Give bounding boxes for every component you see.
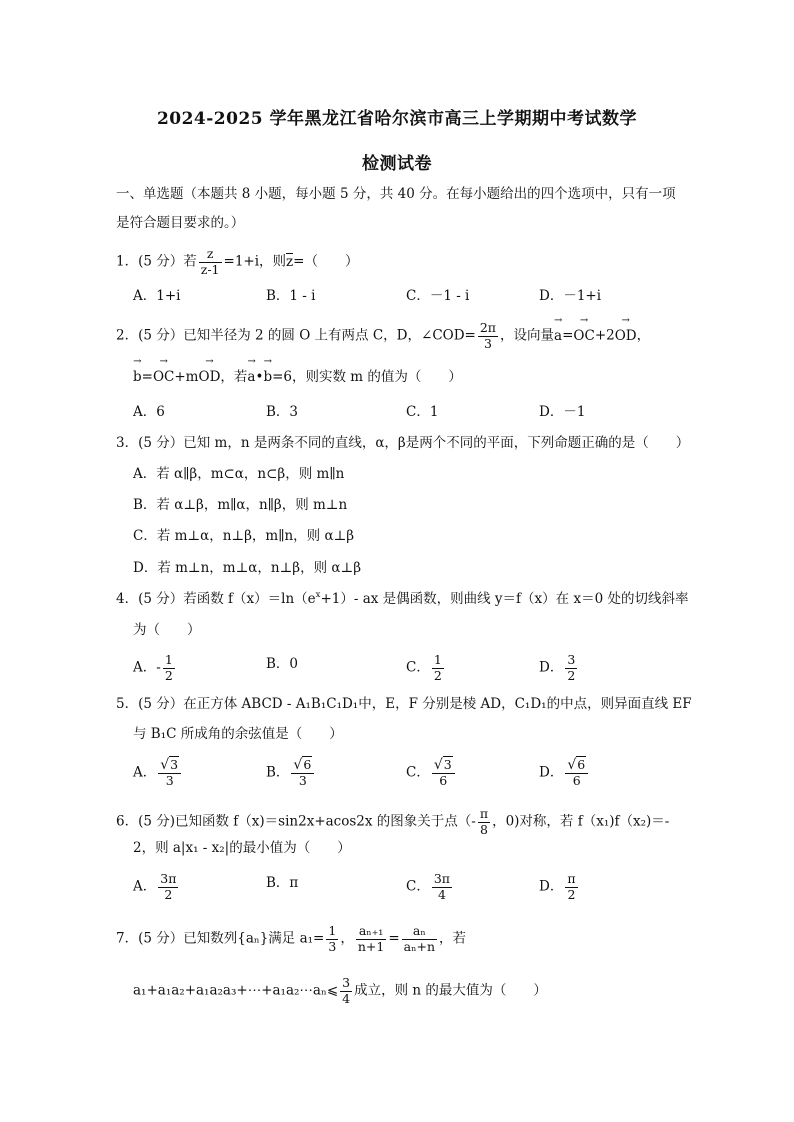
option-fraction xyxy=(565,873,577,901)
question-2-option-b: B．3 xyxy=(266,404,299,420)
sqrt-icon: √3 xyxy=(433,757,452,773)
vector-a: → a xyxy=(247,367,255,387)
question-1-suffix: =（ ） xyxy=(293,253,359,270)
radicand: 3 xyxy=(170,757,179,772)
question-6-option-b: B．π xyxy=(266,875,299,891)
option-label: A． xyxy=(133,764,157,781)
question-1-stem xyxy=(116,248,358,276)
question-7-text-e: a₁+a₁a₂+a₁a₂a₃+⋯+a₁a₂⋯aₙ⩽ xyxy=(133,982,339,999)
question-2-text-c: = xyxy=(562,327,574,344)
z-conjugate: z xyxy=(286,253,294,270)
question-5-option-c xyxy=(406,758,457,788)
section-header-line-2: 是符合题目要求的。） xyxy=(116,215,245,231)
option-label: D． xyxy=(539,659,564,676)
question-2-text-f: = xyxy=(141,369,153,385)
question-5-line-1: 5．(5 分）在正方体 ABCD - A₁B₁C₁D₁中，E，F 分别是棱 AD，C₁D₁的中点，则异面直线 EF xyxy=(116,696,692,712)
question-3-option-b: B．若 α⊥β，m∥α，n∥β，则 m⊥n xyxy=(133,497,348,513)
question-7-fraction-2 xyxy=(356,925,386,953)
fraction-denominator: 6 xyxy=(572,773,581,788)
question-4-line-1 xyxy=(116,589,688,609)
question-5-option-b xyxy=(266,758,316,788)
question-2-option-d: D．－1 xyxy=(539,404,586,420)
question-7-fraction-4 xyxy=(340,977,352,1005)
question-7-fraction-3 xyxy=(402,925,437,953)
question-4-text-b: +1）- ax 是偶函数，则曲线 y＝f（x）在 x＝0 处的切线斜率 xyxy=(320,591,689,607)
radicand: 3 xyxy=(443,757,452,772)
fraction-denominator: aₙ+n xyxy=(403,938,436,954)
option-label: C． xyxy=(406,764,430,781)
question-2-text-h: ，若 xyxy=(220,369,248,385)
exponent-x: x xyxy=(315,590,321,600)
question-4-text-a: 4．(5 分）若函数 f（x）＝ln（e xyxy=(116,591,316,607)
option-fraction xyxy=(432,654,444,682)
fraction-numerator: 3 xyxy=(342,975,351,990)
option-fraction xyxy=(158,873,178,901)
dot-operator: • xyxy=(255,369,264,385)
document-title-line-2: 检测试卷 xyxy=(362,154,432,174)
question-6-line-2: 2，则 a|x₁ - x₂|的最小值为（ ） xyxy=(133,840,351,856)
fraction-denominator: 2 xyxy=(433,667,442,683)
fraction-numerator: 1 xyxy=(164,652,173,667)
question-7-fraction-1 xyxy=(326,925,338,953)
question-7-line-2 xyxy=(133,977,547,1005)
fraction-denominator: n+1 xyxy=(357,938,385,954)
question-1-fraction xyxy=(199,248,222,276)
question-4-option-c xyxy=(406,654,446,682)
section-header-line-1: 一、单选题（本题共 8 小题，每小题 5 分，共 40 分。在每小题给出的四个选项中，只有一项 xyxy=(116,186,676,202)
question-1-option-c: C．－1 - i xyxy=(406,288,470,304)
question-1-mid: =1+i，则 xyxy=(223,253,287,270)
question-1-option-b: B．1 - i xyxy=(266,288,316,304)
question-6-line-1 xyxy=(116,808,669,836)
vector-b: → b xyxy=(133,367,142,387)
question-7-line-1 xyxy=(116,925,466,953)
question-2-text-b: ，设向量 xyxy=(500,327,555,344)
question-6-fraction xyxy=(478,808,490,836)
question-3-stem: 3．(5 分）已知 m，n 是两条不同的直线，α，β是两个不同的平面，下列命题正确的是（ ） xyxy=(116,435,690,451)
vector-od: → OD xyxy=(199,367,221,387)
vector-b: → b xyxy=(263,367,272,387)
fraction-numerator: z xyxy=(199,248,222,263)
fraction-numerator: aₙ xyxy=(402,925,437,940)
sqrt-icon: √6 xyxy=(293,757,312,773)
question-7-text-a: 7．(5 分）已知数列{aₙ}满足 a₁= xyxy=(116,930,325,947)
question-6-option-d xyxy=(539,873,580,901)
question-4-option-d xyxy=(539,654,579,682)
option-label: D． xyxy=(539,764,564,781)
fraction-numerator: 3π xyxy=(160,871,177,886)
question-2-text-d: +2 xyxy=(594,327,615,344)
fraction-denominator: 2 xyxy=(164,886,173,902)
fraction-denominator: 4 xyxy=(342,990,351,1006)
question-5-option-d xyxy=(539,758,590,788)
option-fraction xyxy=(432,873,452,901)
question-7-text-f: 成立，则 n 的最大值为（ ） xyxy=(354,982,547,999)
question-7-text-d: ，若 xyxy=(439,930,467,947)
question-2-option-a: A．6 xyxy=(133,404,165,420)
fraction-denominator: 2 xyxy=(164,667,173,683)
question-6-option-c xyxy=(406,873,454,901)
option-fraction xyxy=(565,654,577,682)
fraction-numerator: π xyxy=(567,871,576,886)
question-2-text-e: ， xyxy=(636,327,651,344)
question-4-option-b: B．0 xyxy=(266,656,299,672)
option-label: D． xyxy=(539,878,564,895)
fraction-numerator: 1 xyxy=(433,652,442,667)
option-fraction xyxy=(432,758,455,788)
question-5-option-a xyxy=(133,758,183,788)
question-3-option-c: C．若 m⊥α，n⊥β，m∥n，则 α⊥β xyxy=(133,528,355,544)
fraction-denominator: 3 xyxy=(298,773,307,788)
radicand: 6 xyxy=(577,757,586,772)
vector-a: → a xyxy=(554,326,562,346)
fraction-denominator: 2 xyxy=(567,667,576,683)
vector-oc: → OC xyxy=(573,326,594,346)
question-2-text-a: 2．(5 分）已知半径为 2 的圆 O 上有两点 C，D，∠COD= xyxy=(116,327,476,344)
option-label: A．- xyxy=(133,659,161,676)
fraction-denominator: 3 xyxy=(165,773,174,788)
radicand: 6 xyxy=(303,757,312,772)
question-2-line-2 xyxy=(133,367,462,387)
option-label: A． xyxy=(133,878,157,895)
fraction-denominator: 6 xyxy=(439,773,448,788)
question-1-prefix: 1．(5 分）若 xyxy=(116,253,197,270)
option-fraction xyxy=(565,758,588,788)
question-7-text-c: = xyxy=(388,930,400,947)
question-6-option-a xyxy=(133,873,180,901)
question-7-text-b: ， xyxy=(340,930,354,947)
question-2-text-g: +m xyxy=(174,369,199,385)
fraction-denominator: z-1 xyxy=(200,261,220,277)
question-3-option-a: A．若 α∥β，m⊂α，n⊂β，则 m∥n xyxy=(133,466,345,482)
question-4-line-2: 为（ ） xyxy=(133,622,201,638)
question-5-line-2: 与 B₁C 所成角的余弦值是（ ） xyxy=(133,726,343,742)
fraction-numerator: 3 xyxy=(567,652,576,667)
question-2-angle-fraction xyxy=(478,322,498,350)
fraction-numerator: π xyxy=(479,806,489,821)
fraction-numerator: aₙ₊₁ xyxy=(356,925,386,940)
fraction-denominator: 3 xyxy=(483,335,492,351)
question-2-option-c: C．1 xyxy=(406,404,439,420)
option-label: C． xyxy=(406,659,430,676)
question-2-text-i: =6，则实数 m 的值为（ ） xyxy=(272,369,462,385)
question-2-line-1 xyxy=(116,322,650,350)
question-6-text-b: ，0)对称，若 f（x₁)f（x₂)＝- xyxy=(492,813,670,830)
fraction-denominator: 4 xyxy=(437,886,446,902)
option-fraction xyxy=(163,654,175,682)
question-4-option-a xyxy=(133,654,177,682)
fraction-numerator: 2π xyxy=(479,320,497,335)
option-fraction xyxy=(158,758,181,788)
question-6-text-a: 6．(5 分)已知函数 f（x)＝sin2x+acos2x 的图象关于点（- xyxy=(116,813,476,830)
sqrt-icon: √6 xyxy=(567,757,586,773)
fraction-numerator: 3π xyxy=(433,871,451,886)
vector-od: → OD xyxy=(615,326,637,346)
document-title-line-1: 2024-2025 学年黑龙江省哈尔滨市高三上学期期中考试数学 xyxy=(156,109,638,129)
question-1-option-a: A．1+i xyxy=(133,288,181,304)
question-3-option-d: D．若 m⊥n，m⊥α，n⊥β，则 α⊥β xyxy=(133,560,362,576)
sqrt-icon: √3 xyxy=(160,757,179,773)
question-1-option-d: D．－1+i xyxy=(539,288,602,304)
fraction-denominator: 2 xyxy=(567,886,576,902)
vector-oc: → OC xyxy=(153,367,174,387)
option-label: B． xyxy=(266,764,290,781)
option-label: C． xyxy=(406,878,430,895)
fraction-denominator: 3 xyxy=(328,938,337,954)
fraction-numerator: 1 xyxy=(328,923,337,938)
fraction-denominator: 8 xyxy=(479,821,488,837)
option-fraction xyxy=(291,758,314,788)
